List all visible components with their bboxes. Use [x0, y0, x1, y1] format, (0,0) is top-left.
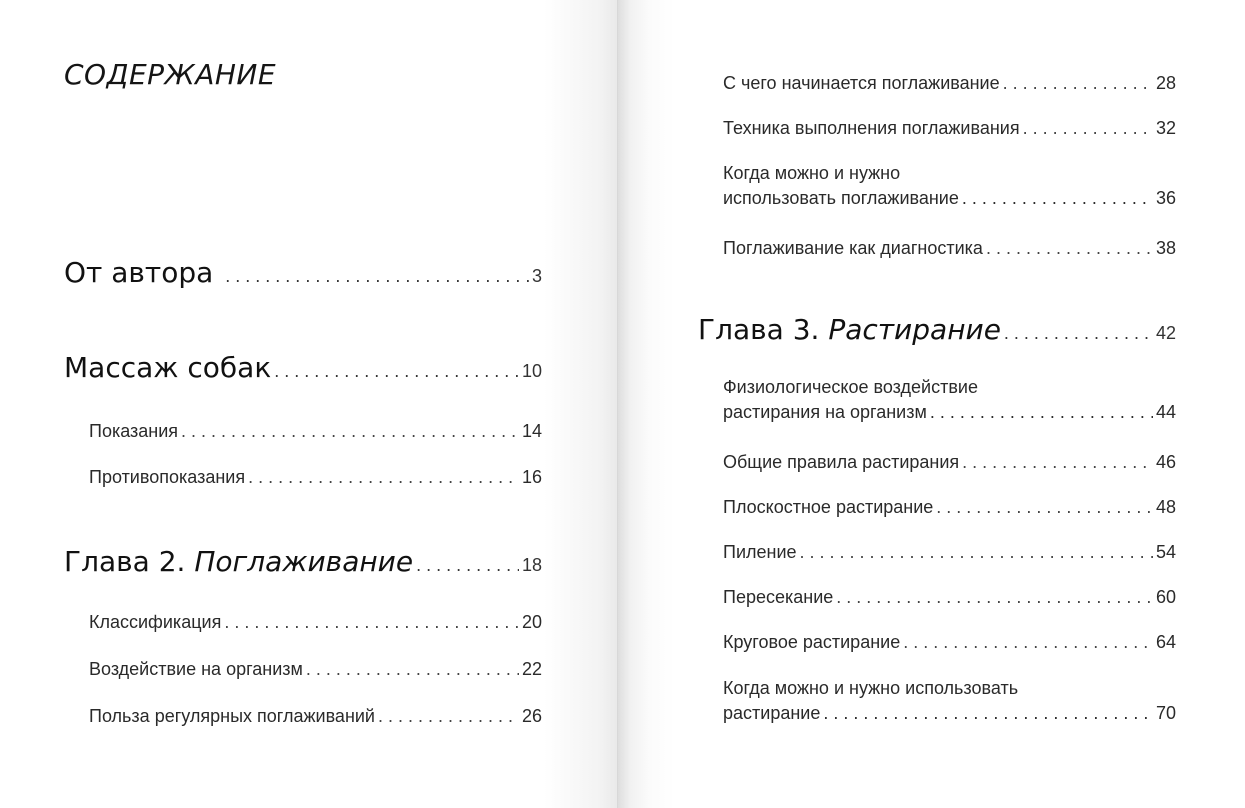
item-label: Пересекание [723, 587, 834, 607]
toc-item[interactable] [89, 467, 542, 488]
dot-leader [986, 238, 1153, 259]
item-label: Общие правила растирания [723, 452, 960, 472]
dot-leader [962, 188, 1153, 209]
toc-chapter-author[interactable] [64, 256, 542, 289]
item-label: Показания [89, 421, 179, 441]
right-page [618, 0, 1245, 808]
chapter-label: Массаж собак [64, 351, 272, 384]
dot-leader [1023, 118, 1153, 139]
chapter-title: Поглаживание [194, 545, 414, 578]
toc-item-multiline[interactable] [723, 158, 1176, 209]
page-number: 70 [1155, 703, 1176, 723]
page-number: 18 [521, 555, 542, 575]
toc-chapter-2[interactable] [64, 545, 542, 578]
toc-item[interactable] [89, 612, 542, 633]
toc-item[interactable] [723, 497, 1176, 518]
chapter-title: Растирание [828, 313, 1001, 346]
toc-item-line2 [723, 402, 1176, 423]
chapter-label [698, 313, 1001, 346]
dot-leader [930, 402, 1153, 423]
dot-leader [1004, 323, 1153, 344]
item-label: Польза регулярных поглаживаний [89, 706, 375, 726]
item-label: Техника выполнения поглаживания [723, 118, 1020, 138]
toc-item[interactable] [89, 706, 542, 727]
dot-leader [823, 703, 1153, 724]
toc-item[interactable] [723, 238, 1176, 259]
toc-chapter-dog-massage[interactable] [64, 351, 542, 384]
dot-leader [416, 555, 519, 576]
dot-leader [1003, 73, 1153, 94]
page-number: 54 [1155, 542, 1176, 562]
toc-item[interactable] [723, 632, 1176, 653]
dot-leader [248, 467, 519, 488]
item-label-line1: Когда можно и нужно использовать [723, 678, 1019, 698]
page-number: 28 [1155, 73, 1176, 93]
item-label: Поглаживание как диагностика [723, 238, 983, 258]
dot-leader [224, 612, 519, 633]
dot-leader [800, 542, 1153, 563]
item-label: Воздействие на организм [89, 659, 303, 679]
page-number: 36 [1155, 188, 1176, 208]
page-number: 32 [1155, 118, 1176, 138]
chapter-label: От автора [64, 256, 214, 289]
chapter-prefix: Глава 3. [698, 313, 829, 346]
item-label: использовать поглаживание [723, 188, 959, 208]
toc-item-multiline[interactable] [723, 372, 1176, 423]
dot-leader [306, 659, 519, 680]
item-label-line1: Физиологическое воздействие [723, 377, 978, 397]
toc-item-line2 [723, 703, 1176, 724]
page-number: 46 [1155, 452, 1176, 472]
dot-leader [181, 421, 519, 442]
chapter-label [64, 545, 413, 578]
item-label: Классификация [89, 612, 222, 632]
page-number: 3 [531, 266, 542, 286]
page-number: 42 [1155, 323, 1176, 343]
dot-leader [274, 361, 519, 382]
item-label: Пиление [723, 542, 797, 562]
toc-item-line2 [723, 188, 1176, 209]
page-number: 14 [521, 421, 542, 441]
toc-item[interactable] [723, 73, 1176, 94]
page-number: 48 [1155, 497, 1176, 517]
item-label-line1: Когда можно и нужно [723, 163, 901, 183]
toc-item[interactable] [723, 542, 1176, 563]
page-number: 16 [521, 467, 542, 487]
dot-leader [936, 497, 1153, 518]
page-number: 64 [1155, 632, 1176, 652]
dot-leader [903, 632, 1153, 653]
page-number: 26 [521, 706, 542, 726]
toc-item[interactable] [723, 587, 1176, 608]
page-number: 38 [1155, 238, 1176, 258]
item-label: С чего начинается поглаживание [723, 73, 1000, 93]
page-number: 22 [521, 659, 542, 679]
dot-leader [225, 266, 529, 287]
dot-leader [962, 452, 1153, 473]
toc-item[interactable] [89, 659, 542, 680]
item-label: Плоскостное растирание [723, 497, 934, 517]
item-label: Круговое растирание [723, 632, 901, 652]
toc-item[interactable] [723, 118, 1176, 139]
toc-item[interactable] [89, 421, 542, 442]
toc-chapter-3[interactable] [698, 313, 1176, 346]
dot-leader [836, 587, 1153, 608]
item-label: Противопоказания [89, 467, 246, 487]
toc-item-multiline[interactable] [723, 673, 1176, 724]
dot-leader [378, 706, 519, 727]
page-number: 10 [521, 361, 542, 381]
page-number: 60 [1155, 587, 1176, 607]
item-label: растирание [723, 703, 821, 723]
page-number: 20 [521, 612, 542, 632]
toc-item[interactable] [723, 452, 1176, 473]
chapter-prefix: Глава 2. [64, 545, 195, 578]
page-number: 44 [1155, 402, 1176, 422]
left-page [0, 0, 618, 808]
toc-title: СОДЕРЖАНИЕ [64, 58, 277, 91]
item-label: растирания на организм [723, 402, 927, 422]
